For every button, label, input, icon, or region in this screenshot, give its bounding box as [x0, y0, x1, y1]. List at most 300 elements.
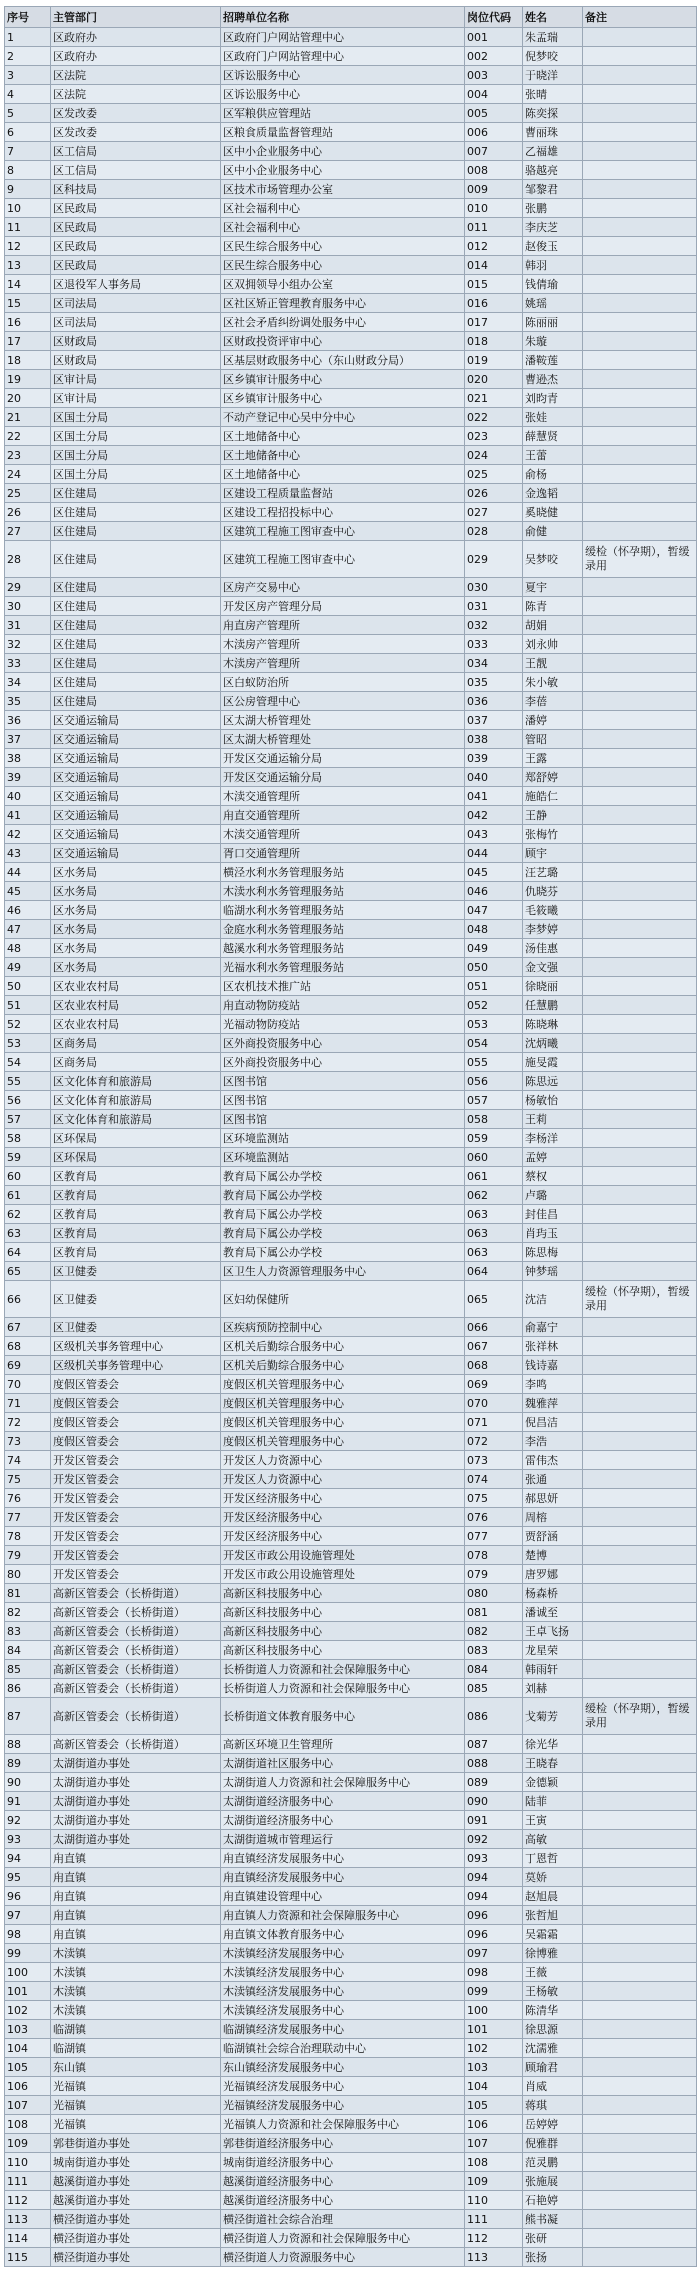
cell-position-code: 016 [465, 294, 523, 313]
cell-unit: 开发区人力资源中心 [221, 1451, 465, 1470]
cell-position-code: 049 [465, 939, 523, 958]
cell-position-code: 065 [465, 1281, 523, 1318]
table-row [5, 1584, 697, 1603]
cell-position-code: 080 [465, 1584, 523, 1603]
cell-name: 唐罗娜 [523, 1565, 583, 1584]
cell-department: 区民政局 [51, 256, 221, 275]
table-row [5, 484, 697, 503]
cell-department: 临湖镇 [51, 2020, 221, 2039]
cell-remark [583, 1944, 697, 1963]
cell-position-code: 039 [465, 749, 523, 768]
cell-position-code: 009 [465, 180, 523, 199]
cell-unit: 开发区房产管理分局 [221, 597, 465, 616]
table-row [5, 692, 697, 711]
cell-remark [583, 958, 697, 977]
cell-name: 于晓洋 [523, 66, 583, 85]
table-row [5, 1546, 697, 1565]
cell-department: 越溪街道办事处 [51, 2172, 221, 2191]
table-row [5, 104, 697, 123]
cell-department: 高新区管委会（长桥街道） [51, 1641, 221, 1660]
table-row [5, 806, 697, 825]
cell-name: 陈思梅 [523, 1243, 583, 1262]
cell-name: 姚瑶 [523, 294, 583, 313]
cell-department: 开发区管委会 [51, 1527, 221, 1546]
cell-unit: 太湖街道城市管理运行 [221, 1830, 465, 1849]
cell-department: 横泾街道办事处 [51, 2210, 221, 2229]
cell-remark [583, 1679, 697, 1698]
cell-unit: 区图书馆 [221, 1091, 465, 1110]
cell-index: 4 [5, 85, 51, 104]
cell-remark [583, 1148, 697, 1167]
cell-department: 郭巷街道办事处 [51, 2134, 221, 2153]
table-row [5, 28, 697, 47]
cell-unit: 甪直镇经济发展服务中心 [221, 1868, 465, 1887]
cell-index: 60 [5, 1167, 51, 1186]
table-row [5, 578, 697, 597]
cell-remark [583, 616, 697, 635]
cell-position-code: 085 [465, 1679, 523, 1698]
cell-remark [583, 1451, 697, 1470]
cell-index: 102 [5, 2001, 51, 2020]
cell-remark [583, 1015, 697, 1034]
cell-index: 15 [5, 294, 51, 313]
cell-index: 28 [5, 541, 51, 578]
cell-unit: 高新区科技服务中心 [221, 1584, 465, 1603]
table-row [5, 180, 697, 199]
cell-name: 李蓓 [523, 692, 583, 711]
cell-name: 郝思妍 [523, 1489, 583, 1508]
table-row [5, 1830, 697, 1849]
cell-remark [583, 1337, 697, 1356]
cell-name: 戈菊芳 [523, 1698, 583, 1735]
cell-unit: 区技术市场管理办公室 [221, 180, 465, 199]
table-row [5, 408, 697, 427]
cell-index: 108 [5, 2115, 51, 2134]
cell-position-code: 025 [465, 465, 523, 484]
cell-department: 高新区管委会（长桥街道） [51, 1660, 221, 1679]
table-row [5, 1205, 697, 1224]
cell-department: 区法院 [51, 66, 221, 85]
cell-index: 18 [5, 351, 51, 370]
cell-unit: 越溪水利水务管理服务站 [221, 939, 465, 958]
cell-name: 胡娟 [523, 616, 583, 635]
cell-department: 区住建局 [51, 635, 221, 654]
cell-department: 区交通运输局 [51, 806, 221, 825]
table-row [5, 1906, 697, 1925]
cell-index: 93 [5, 1830, 51, 1849]
table-row [5, 1337, 697, 1356]
cell-name: 刘赫 [523, 1679, 583, 1698]
cell-remark [583, 351, 697, 370]
cell-unit: 光福镇经济发展服务中心 [221, 2096, 465, 2115]
cell-remark [583, 2229, 697, 2248]
cell-department: 度假区管委会 [51, 1432, 221, 1451]
cell-department: 甪直镇 [51, 1868, 221, 1887]
table-row [5, 730, 697, 749]
cell-position-code: 075 [465, 1489, 523, 1508]
cell-remark [583, 199, 697, 218]
cell-position-code: 090 [465, 1792, 523, 1811]
cell-remark [583, 180, 697, 199]
cell-name: 夏宇 [523, 578, 583, 597]
cell-remark [583, 1318, 697, 1337]
cell-unit: 木渎交通管理所 [221, 825, 465, 844]
cell-index: 16 [5, 313, 51, 332]
cell-index: 88 [5, 1735, 51, 1754]
cell-department: 区水务局 [51, 882, 221, 901]
table-row [5, 882, 697, 901]
cell-department: 区水务局 [51, 939, 221, 958]
cell-unit: 越溪街道经济服务中心 [221, 2172, 465, 2191]
cell-remark [583, 787, 697, 806]
cell-name: 毛筱曦 [523, 901, 583, 920]
cell-index: 72 [5, 1413, 51, 1432]
cell-remark [583, 1792, 697, 1811]
cell-department: 区国土分局 [51, 427, 221, 446]
cell-position-code: 108 [465, 2153, 523, 2172]
cell-department: 高新区管委会（长桥街道） [51, 1698, 221, 1735]
cell-department: 区交通运输局 [51, 787, 221, 806]
cell-remark [583, 1167, 697, 1186]
table-row [5, 1091, 697, 1110]
cell-index: 111 [5, 2172, 51, 2191]
cell-remark [583, 2020, 697, 2039]
cell-position-code: 077 [465, 1527, 523, 1546]
cell-remark [583, 806, 697, 825]
cell-index: 45 [5, 882, 51, 901]
cell-name: 俞嘉宁 [523, 1318, 583, 1337]
cell-department: 甪直镇 [51, 1906, 221, 1925]
cell-position-code: 069 [465, 1375, 523, 1394]
cell-index: 69 [5, 1356, 51, 1375]
cell-name: 俞杨 [523, 465, 583, 484]
cell-index: 66 [5, 1281, 51, 1318]
cell-index: 13 [5, 256, 51, 275]
cell-index: 38 [5, 749, 51, 768]
cell-unit: 区白蚁防治所 [221, 673, 465, 692]
cell-name: 施旻霞 [523, 1053, 583, 1072]
cell-unit: 甪直交通管理所 [221, 806, 465, 825]
table-row [5, 1508, 697, 1527]
cell-department: 横泾街道办事处 [51, 2248, 221, 2267]
cell-index: 30 [5, 597, 51, 616]
table-row [5, 218, 697, 237]
cell-index: 12 [5, 237, 51, 256]
cell-index: 32 [5, 635, 51, 654]
cell-unit: 区建设工程招投标中心 [221, 503, 465, 522]
table-row [5, 275, 697, 294]
cell-department: 开发区管委会 [51, 1508, 221, 1527]
table-row [5, 863, 697, 882]
table-row [5, 1849, 697, 1868]
cell-name: 王晓春 [523, 1754, 583, 1773]
cell-index: 11 [5, 218, 51, 237]
cell-unit: 临湖水利水务管理服务站 [221, 901, 465, 920]
cell-remark [583, 882, 697, 901]
table-row [5, 1698, 697, 1735]
cell-department: 木渎镇 [51, 2001, 221, 2020]
cell-name: 张娃 [523, 408, 583, 427]
cell-index: 36 [5, 711, 51, 730]
cell-name: 陆菲 [523, 1792, 583, 1811]
cell-remark [583, 920, 697, 939]
cell-department: 光福镇 [51, 2077, 221, 2096]
table-row [5, 294, 697, 313]
table-row [5, 1015, 697, 1034]
table-row [5, 1451, 697, 1470]
table-row [5, 1811, 697, 1830]
header-row [5, 7, 697, 28]
cell-unit: 城南街道经济服务中心 [221, 2153, 465, 2172]
cell-name: 邹黎君 [523, 180, 583, 199]
cell-index: 112 [5, 2191, 51, 2210]
cell-unit: 区疾病预防控制中心 [221, 1318, 465, 1337]
cell-position-code: 091 [465, 1811, 523, 1830]
cell-position-code: 084 [465, 1660, 523, 1679]
cell-position-code: 019 [465, 351, 523, 370]
cell-position-code: 046 [465, 882, 523, 901]
cell-remark [583, 332, 697, 351]
table-row [5, 1773, 697, 1792]
cell-name: 曹逊杰 [523, 370, 583, 389]
cell-index: 103 [5, 2020, 51, 2039]
cell-department: 临湖镇 [51, 2039, 221, 2058]
cell-unit: 区房产交易中心 [221, 578, 465, 597]
cell-department: 区退役军人事务局 [51, 275, 221, 294]
cell-department: 区住建局 [51, 522, 221, 541]
cell-position-code: 062 [465, 1186, 523, 1205]
cell-unit: 开发区人力资源中心 [221, 1470, 465, 1489]
cell-position-code: 051 [465, 977, 523, 996]
cell-department: 区工信局 [51, 161, 221, 180]
cell-position-code: 036 [465, 692, 523, 711]
cell-remark [583, 85, 697, 104]
cell-department: 区文化体育和旅游局 [51, 1072, 221, 1091]
table-row [5, 1925, 697, 1944]
cell-name: 李庆芝 [523, 218, 583, 237]
cell-position-code: 087 [465, 1735, 523, 1754]
cell-name: 李杨洋 [523, 1129, 583, 1148]
cell-department: 高新区管委会（长桥街道） [51, 1622, 221, 1641]
cell-position-code: 063 [465, 1243, 523, 1262]
cell-unit: 甪直动物防疫站 [221, 996, 465, 1015]
cell-position-code: 111 [465, 2210, 523, 2229]
cell-name: 杨敏怡 [523, 1091, 583, 1110]
cell-department: 度假区管委会 [51, 1413, 221, 1432]
cell-remark [583, 1982, 697, 2001]
cell-unit: 教育局下属公办学校 [221, 1205, 465, 1224]
cell-name: 倪梦咬 [523, 47, 583, 66]
cell-department: 越溪街道办事处 [51, 2191, 221, 2210]
cell-department: 太湖街道办事处 [51, 1754, 221, 1773]
cell-position-code: 047 [465, 901, 523, 920]
cell-index: 35 [5, 692, 51, 711]
cell-remark [583, 2115, 697, 2134]
cell-name: 韩雨轩 [523, 1660, 583, 1679]
cell-unit: 区图书馆 [221, 1072, 465, 1091]
cell-position-code: 001 [465, 28, 523, 47]
cell-remark [583, 522, 697, 541]
cell-index: 5 [5, 104, 51, 123]
cell-position-code: 027 [465, 503, 523, 522]
cell-remark [583, 692, 697, 711]
cell-position-code: 061 [465, 1167, 523, 1186]
cell-unit: 高新区科技服务中心 [221, 1622, 465, 1641]
table-row [5, 47, 697, 66]
table-row [5, 256, 697, 275]
cell-department: 区民政局 [51, 218, 221, 237]
cell-index: 91 [5, 1792, 51, 1811]
cell-position-code: 035 [465, 673, 523, 692]
table-row [5, 1413, 697, 1432]
cell-unit: 区乡镇审计服务中心 [221, 389, 465, 408]
cell-index: 97 [5, 1906, 51, 1925]
cell-index: 58 [5, 1129, 51, 1148]
cell-name: 吴梦咬 [523, 541, 583, 578]
cell-department: 区审计局 [51, 370, 221, 389]
cell-position-code: 034 [465, 654, 523, 673]
cell-position-code: 100 [465, 2001, 523, 2020]
cell-remark [583, 1224, 697, 1243]
table-row [5, 446, 697, 465]
cell-position-code: 028 [465, 522, 523, 541]
cell-remark [583, 977, 697, 996]
cell-position-code: 063 [465, 1224, 523, 1243]
cell-name: 钱倩瑜 [523, 275, 583, 294]
cell-unit: 光福镇经济发展服务中心 [221, 2077, 465, 2096]
cell-index: 104 [5, 2039, 51, 2058]
cell-department: 区教育局 [51, 1243, 221, 1262]
cell-position-code: 082 [465, 1622, 523, 1641]
table-row [5, 2210, 697, 2229]
cell-name: 钱诗嘉 [523, 1356, 583, 1375]
cell-unit: 木渎镇经济发展服务中心 [221, 1963, 465, 1982]
table-body [5, 28, 697, 2267]
table-row [5, 1754, 697, 1773]
cell-remark [583, 2058, 697, 2077]
cell-remark [583, 2039, 697, 2058]
cell-name: 陈晓琳 [523, 1015, 583, 1034]
cell-position-code: 068 [465, 1356, 523, 1375]
cell-unit: 高新区科技服务中心 [221, 1641, 465, 1660]
cell-position-code: 010 [465, 199, 523, 218]
cell-remark [583, 749, 697, 768]
cell-remark [583, 1205, 697, 1224]
cell-remark [583, 1773, 697, 1792]
cell-name: 薛慧贤 [523, 427, 583, 446]
cell-unit: 木渎镇经济发展服务中心 [221, 1944, 465, 1963]
cell-unit: 开发区经济服务中心 [221, 1489, 465, 1508]
cell-name: 赵俊玉 [523, 237, 583, 256]
cell-name: 赵旭晨 [523, 1887, 583, 1906]
cell-unit: 区图书馆 [221, 1110, 465, 1129]
cell-unit: 太湖街道人力资源和社会保障服务中心 [221, 1773, 465, 1792]
cell-name: 李浩 [523, 1432, 583, 1451]
cell-unit: 木渎交通管理所 [221, 787, 465, 806]
cell-remark [583, 1868, 697, 1887]
cell-position-code: 037 [465, 711, 523, 730]
cell-remark [583, 1584, 697, 1603]
cell-department: 区商务局 [51, 1034, 221, 1053]
cell-position-code: 005 [465, 104, 523, 123]
cell-unit: 太湖街道经济服务中心 [221, 1792, 465, 1811]
cell-unit: 度假区机关管理服务中心 [221, 1413, 465, 1432]
cell-index: 98 [5, 1925, 51, 1944]
table-row [5, 237, 697, 256]
cell-index: 113 [5, 2210, 51, 2229]
table-row [5, 939, 697, 958]
cell-unit: 区民生综合服务中心 [221, 256, 465, 275]
cell-unit: 区中小企业服务中心 [221, 142, 465, 161]
cell-index: 9 [5, 180, 51, 199]
cell-index: 54 [5, 1053, 51, 1072]
cell-unit: 区社区矫正管理教育服务中心 [221, 294, 465, 313]
cell-department: 区国土分局 [51, 465, 221, 484]
cell-remark [583, 901, 697, 920]
cell-position-code: 040 [465, 768, 523, 787]
cell-name: 沈炳曦 [523, 1034, 583, 1053]
cell-remark [583, 1129, 697, 1148]
table-row [5, 1110, 697, 1129]
cell-name: 熊书凝 [523, 2210, 583, 2229]
cell-department: 东山镇 [51, 2058, 221, 2077]
cell-unit: 区财政投资评审中心 [221, 332, 465, 351]
cell-position-code: 008 [465, 161, 523, 180]
cell-index: 109 [5, 2134, 51, 2153]
cell-department: 区工信局 [51, 142, 221, 161]
cell-remark [583, 1470, 697, 1489]
cell-position-code: 074 [465, 1470, 523, 1489]
table-row [5, 161, 697, 180]
cell-remark [583, 2210, 697, 2229]
table-row [5, 844, 697, 863]
cell-index: 95 [5, 1868, 51, 1887]
table-row [5, 199, 697, 218]
cell-unit: 度假区机关管理服务中心 [221, 1375, 465, 1394]
cell-department: 木渎镇 [51, 1982, 221, 2001]
cell-unit: 区政府门户网站管理中心 [221, 47, 465, 66]
table-row [5, 123, 697, 142]
cell-index: 6 [5, 123, 51, 142]
cell-index: 37 [5, 730, 51, 749]
cell-unit: 区政府门户网站管理中心 [221, 28, 465, 47]
cell-remark [583, 313, 697, 332]
table-row [5, 2191, 697, 2210]
cell-name: 王蕾 [523, 446, 583, 465]
cell-department: 区科技局 [51, 180, 221, 199]
table-row [5, 1603, 697, 1622]
table-row [5, 1262, 697, 1281]
cell-department: 区卫健委 [51, 1281, 221, 1318]
cell-remark [583, 123, 697, 142]
header-name: 姓名 [523, 7, 583, 28]
cell-remark [583, 1603, 697, 1622]
cell-position-code: 104 [465, 2077, 523, 2096]
cell-unit: 横泾水利水务管理服务站 [221, 863, 465, 882]
cell-index: 10 [5, 199, 51, 218]
cell-remark [583, 1754, 697, 1773]
cell-remark [583, 1356, 697, 1375]
table-row [5, 1129, 697, 1148]
cell-index: 39 [5, 768, 51, 787]
table-row [5, 1394, 697, 1413]
cell-unit: 横泾街道社会综合治理 [221, 2210, 465, 2229]
table-row [5, 616, 697, 635]
cell-remark [583, 996, 697, 1015]
cell-name: 顾瑜君 [523, 2058, 583, 2077]
cell-index: 115 [5, 2248, 51, 2267]
table-row [5, 1963, 697, 1982]
